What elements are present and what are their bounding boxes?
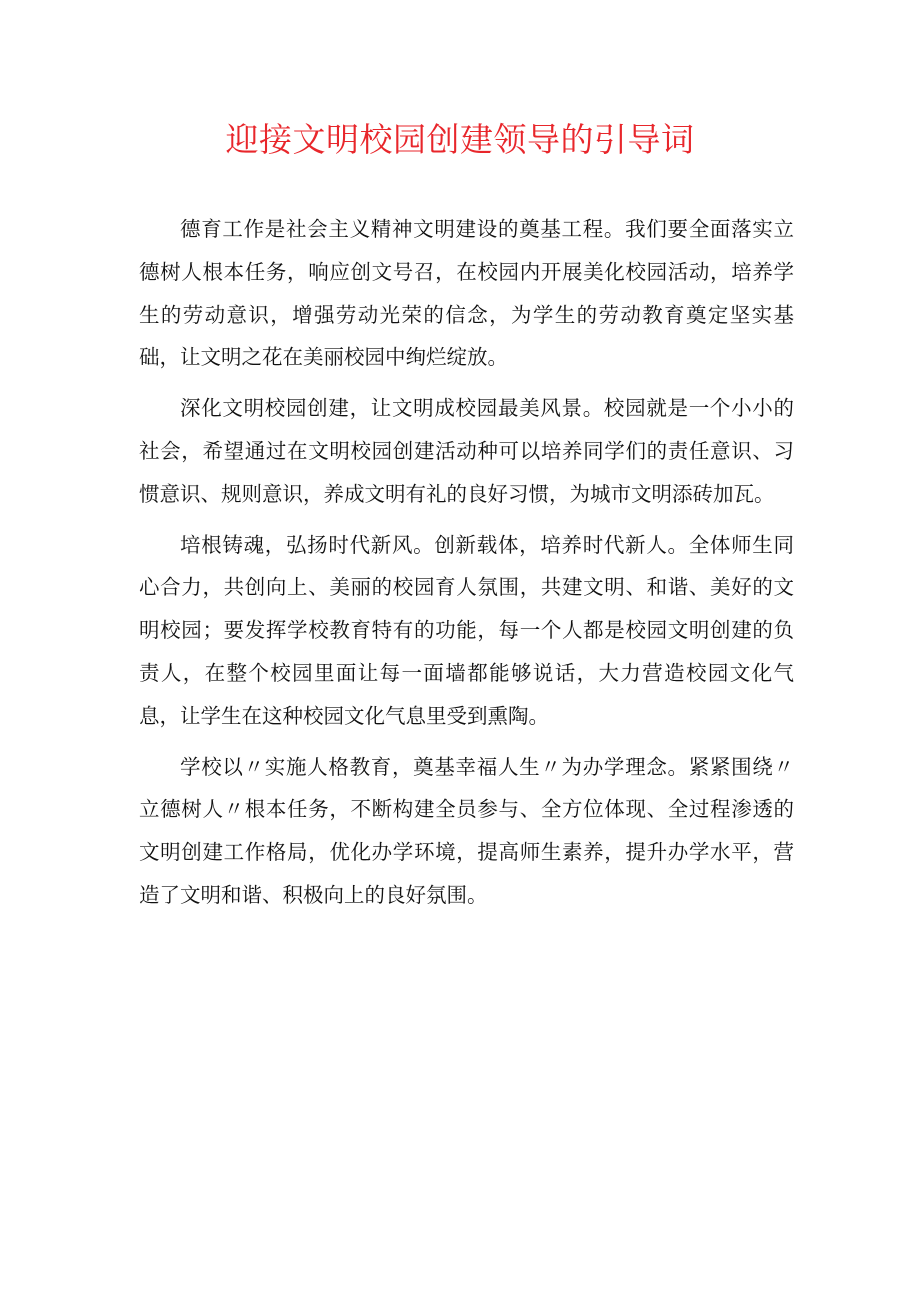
paragraph-1: 德育工作是社会主义精神文明建设的奠基工程。我们要全面落实立德树人根本任务，响应创文号召，在校园内开展美化校园活动，培养学生的劳动意识，增强劳动光荣的信念，为学生的劳动教育奠定坚实基础，让文明之花在美丽校园中绚烂绽放。: [139, 217, 794, 370]
document-title: 迎接文明校园创建领导的引导词: [225, 120, 695, 159]
document-body: [139, 208, 794, 925]
paragraph-4: 学校以〃实施人格教育，奠基幸福人生〃为办学理念。紧紧围绕〃立德树人〃根本任务，不断构建全员参与、全方位体现、全过程渗透的文明创建工作格局，优化办学环境，提高师生素养，提升办学水平，营造了文明和谐、积极向上的良好氛围。: [139, 754, 794, 907]
paragraph-2: 深化文明校园创建，让文明成校园最美风景。校园就是一个小小的社会，希望通过在文明校园创建活动种可以培养同学们的责任意识、习惯意识、规则意识，养成文明有礼的良好习惯，为城市文明添砖加瓦。: [139, 396, 794, 506]
paragraph-3: 培根铸魂，弘扬时代新风。创新载体，培养时代新人。全体师生同心合力，共创向上、美丽的校园育人氛围，共建文明、和谐、美好的文明校园；要发挥学校教育特有的功能，每一个人都是校园文明创建的负责人，在整个校园里面让每一面墙都能够说话，大力营造校园文化气息，让学生在这种校园文化气息里受到熏陶。: [139, 532, 794, 728]
